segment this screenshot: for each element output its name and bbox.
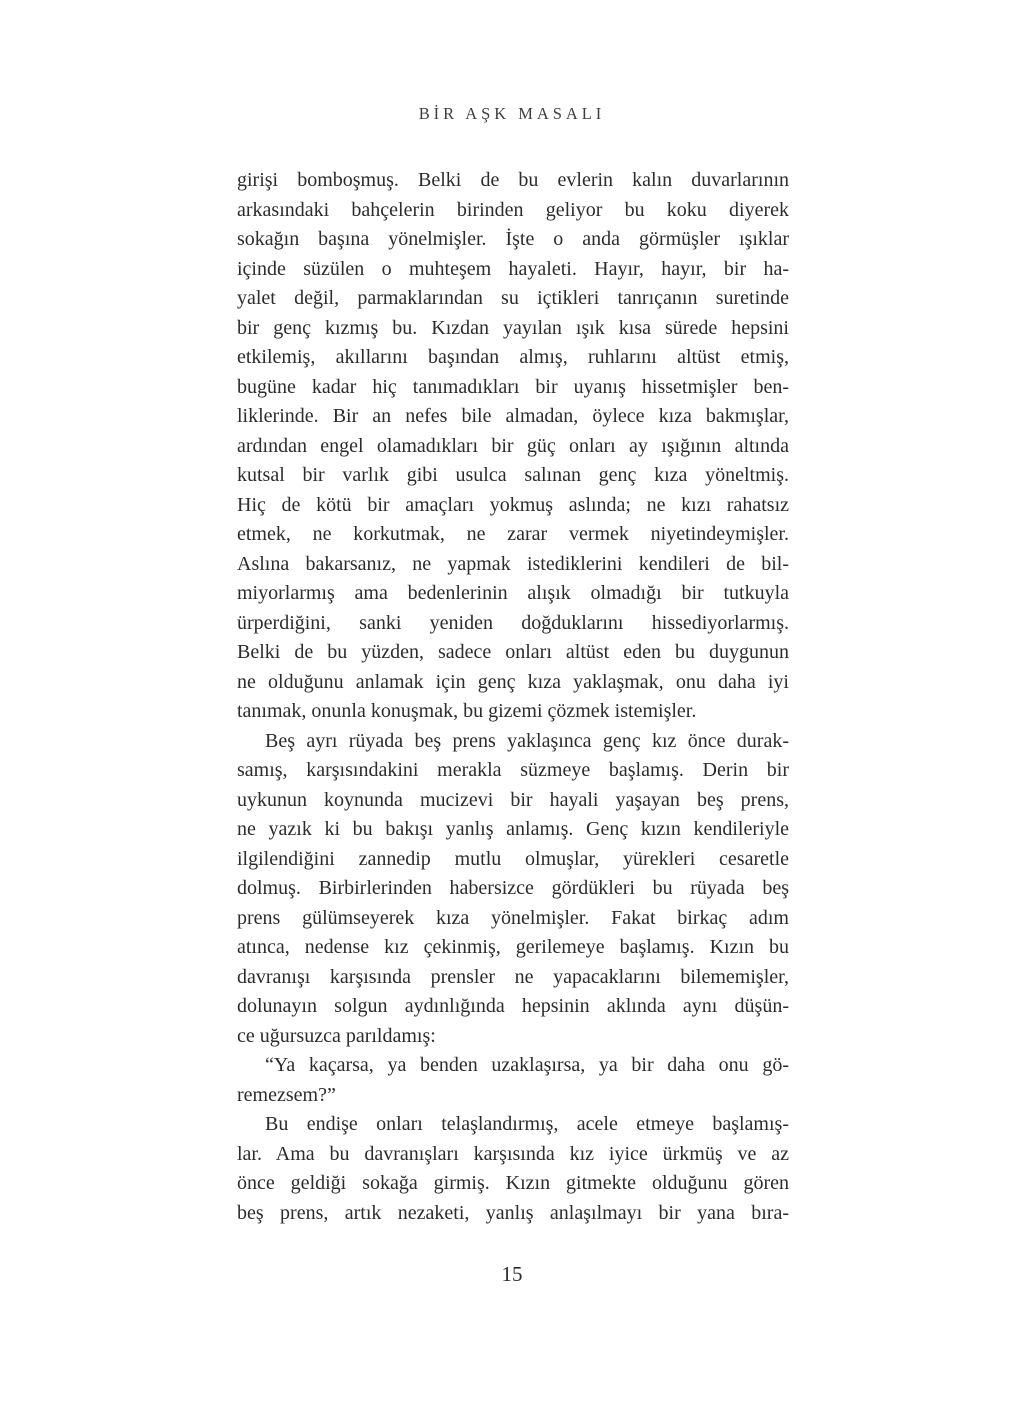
text-line: yalet değil, parmaklarından su içtikleri tanrıçanın suretinde <box>237 287 789 309</box>
text-line: içinde süzülen o muhteşem hayaleti. Hayır, hayır, bir ha- <box>237 257 789 280</box>
text-line: atınca, nedense kız çekinmiş, gerilemeye başlamış. Kızın bu <box>237 936 789 958</box>
text-line: tanımak, onunla konuşmak, bu gizemi çözmek istemişler. <box>237 700 697 722</box>
text-line: davranışı karşısında prensler ne yapacaklarını bilememişler, <box>237 965 789 988</box>
text-line: lar. Ama bu davranışları karşısında kız iyice ürkmüş ve az <box>237 1142 789 1165</box>
text-line: kutsal bir varlık gibi usulca salınan genç kıza yöneltmiş. <box>237 464 789 486</box>
text-line: ürperdiğini, sanki yeniden doğduklarını hissediyorlarmış. <box>237 611 789 634</box>
text-line: miyorlarmış ama bedenlerinin alışık olmadığı bir tutkuyla <box>237 582 789 604</box>
text-line: bir genç kızmış bu. Kızdan yayılan ışık kısa sürede hepsini <box>237 316 789 339</box>
text-line: bugüne kadar hiç tanımadıkları bir uyanış hissetmişler ben- <box>237 375 789 398</box>
text-line: Beş ayrı rüyada beş prens yaklaşınca genç kız önce durak- <box>265 729 789 752</box>
text-line: remezsem?” <box>237 1083 336 1106</box>
text-line: önce geldiği sokağa girmiş. Kızın gitmekte olduğunu gören <box>237 1172 789 1194</box>
text-line: ne olduğunu anlamak için genç kıza yaklaşmak, onu daha iyi <box>237 670 789 693</box>
text-line: Hiç de kötü bir amaçları yokmuş aslında; ne kızı rahatsız <box>237 493 789 516</box>
text-line: dolunayın solgun aydınlığında hepsinin aklında aynı düşün- <box>237 995 789 1017</box>
body-text-block <box>237 166 789 1228</box>
text-line: Aslına bakarsanız, ne yapmak istediklerini kendileri de bil- <box>237 552 789 575</box>
text-line: samış, karşısındakini merakla süzmeye başlamış. Derin bir <box>237 759 789 781</box>
running-header: BİR AŞK MASALI <box>418 104 606 123</box>
text-line: arkasındaki bahçelerin birinden geliyor bu koku diyerek <box>237 198 789 221</box>
text-line: girişi bomboşmuş. Belki de bu evlerin kalın duvarlarının <box>237 169 789 191</box>
text-line: uykunun koynunda mucizevi bir hayali yaşayan beş prens, <box>237 788 789 811</box>
text-line: Belki de bu yüzden, sadece onları altüst eden bu duygunun <box>237 641 789 663</box>
text-line: Bu endişe onları telaşlandırmış, acele etmeye başlamış- <box>265 1113 789 1135</box>
text-line: “Ya kaçarsa, ya benden uzaklaşırsa, ya bir daha onu gö- <box>265 1054 789 1076</box>
text-line: ardından engel olamadıkları bir güç onları ay ışığının altında <box>237 434 789 457</box>
page-number: 15 <box>501 1262 523 1286</box>
text-line: ne yazık ki bu bakışı yanlış anlamış. Genç kızın kendileriyle <box>237 818 789 840</box>
text-line: sokağın başına yönelmişler. İşte o anda görmüşler ışıklar <box>237 228 789 250</box>
text-line: etkilemiş, akıllarını başından almış, ruhlarını altüst etmiş, <box>237 346 789 368</box>
text-line: ce uğursuzca parıldamış: <box>237 1024 436 1047</box>
text-line: dolmuş. Birbirlerinden habersizce gördükleri bu rüyada beş <box>237 877 789 899</box>
text-line: etmek, ne korkutmak, ne zarar vermek niyetindeymişler. <box>237 523 789 545</box>
text-line: ilgilendiğini zannedip mutlu olmuşlar, yürekleri cesaretle <box>237 847 789 870</box>
text-line: liklerinde. Bir an nefes bile almadan, öylece kıza bakmışlar, <box>237 405 789 427</box>
text-line: prens gülümseyerek kıza yönelmişler. Fakat birkaç adım <box>237 906 789 929</box>
text-line: beş prens, artık nezaketi, yanlış anlaşılmayı bir yana bıra- <box>237 1201 789 1224</box>
